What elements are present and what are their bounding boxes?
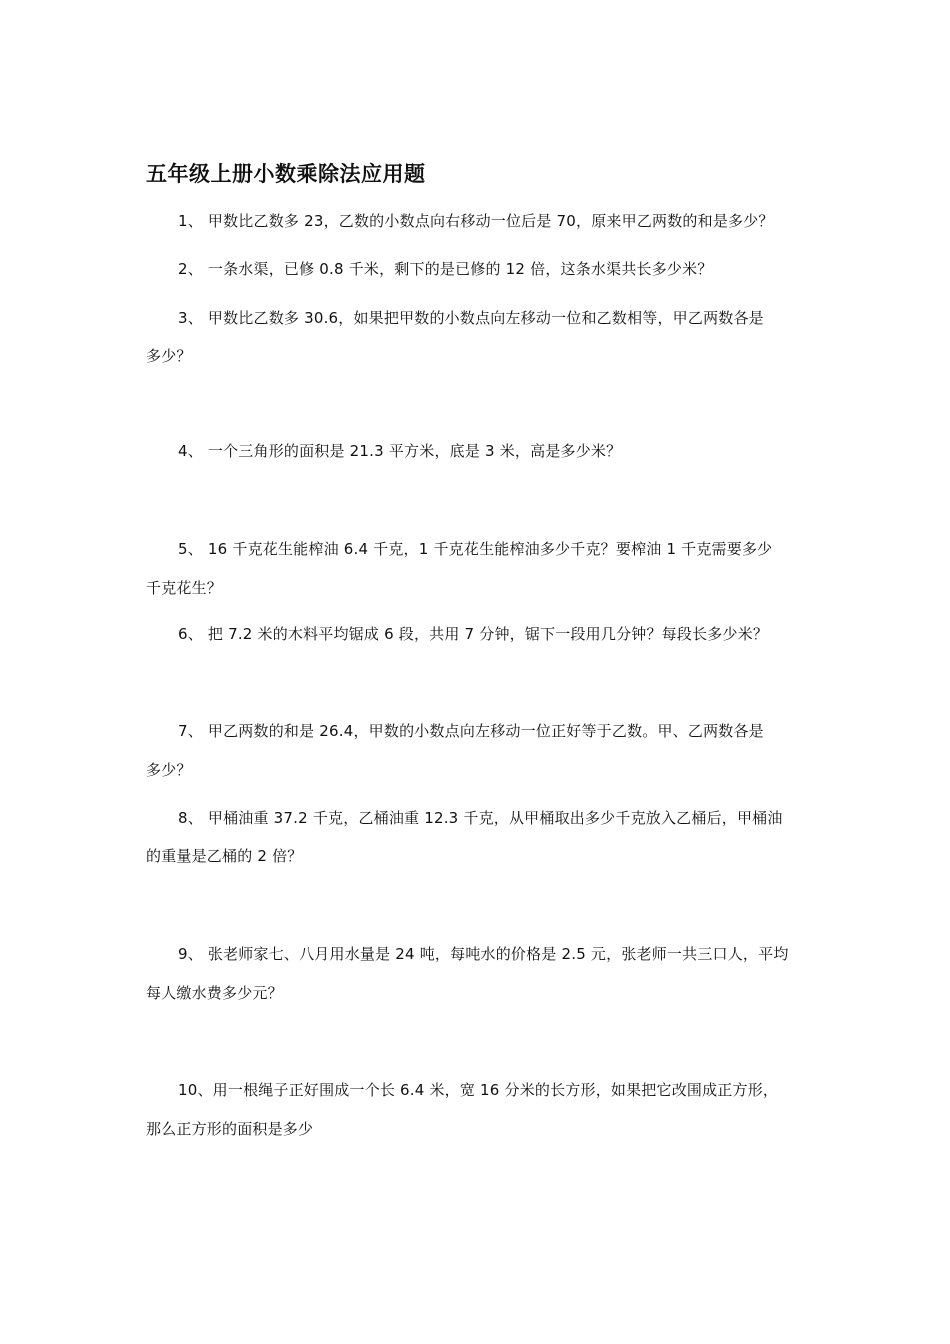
question-line: 每人缴水费多少元？ [146, 984, 283, 1002]
question-line: 2、 一条水渠，已修 0.8 千米，剩下的是已修的 12 倍，这条水渠共长多少米？ [178, 260, 713, 278]
page-title: 五年级上册小数乘除法应用题 [146, 162, 426, 186]
question-line: 8、 甲桶油重 37.2 千克，乙桶油重 12.3 千克，从甲桶取出多少千克放入乙桶后，甲桶油 [178, 809, 783, 827]
question-line: 千克花生？ [146, 579, 223, 597]
question-line: 多少？ [146, 761, 192, 779]
question-line: 7、 甲乙两数的和是 26.4，甲数的小数点向左移动一位正好等于乙数。甲、乙两数各是 [178, 722, 764, 740]
question-line: 多少？ [146, 347, 192, 365]
question-line: 3、 甲数比乙数多 30.6，如果把甲数的小数点向左移动一位和乙数相等，甲乙两数各是 [178, 309, 764, 327]
question-line: 那么正方形的面积是多少 [146, 1120, 314, 1138]
question-line: 1、 甲数比乙数多 23，乙数的小数点向右移动一位后是 70，原来甲乙两数的和是多少？ [178, 212, 774, 230]
question-line: 5、 16 千克花生能榨油 6.4 千克，1 千克花生能榨油多少千克？要榨油 1 千克需要多少 [178, 540, 773, 558]
question-line: 的重量是乙桶的 2 倍？ [146, 847, 303, 865]
question-line: 4、 一个三角形的面积是 21.3 平方米，底是 3 米，高是多少米？ [178, 442, 622, 460]
question-line: 6、 把 7.2 米的木料平均锯成 6 段，共用 7 分钟，锯下一段用几分钟？每段长多少米？ [178, 625, 769, 643]
question-line: 9、 张老师家七、八月用水量是 24 吨，每吨水的价格是 2.5 元，张老师一共三口人，平均 [178, 945, 789, 963]
question-line: 10、用一根绳子正好围成一个长 6.4 米，宽 16 分米的长方形，如果把它改围成正方形， [178, 1081, 779, 1099]
